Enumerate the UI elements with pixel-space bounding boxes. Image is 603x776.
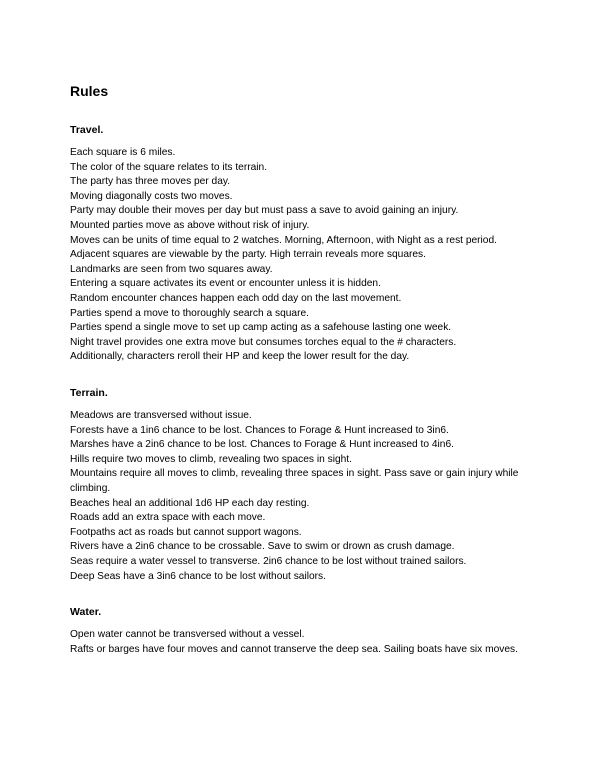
rule-line: Landmarks are seen from two squares away. (70, 263, 273, 275)
rule-line: Open water cannot be transversed without a vessel. (70, 629, 305, 640)
rule-line: Parties spend a single move to set up camp acting as a safehouse lasting one week. (70, 322, 452, 334)
rule-line: Rivers have a 2in6 chance to be crossable. Save to swim or drown as crush damage. (70, 541, 455, 553)
rule-line: Moving diagonally costs two moves. (70, 190, 233, 202)
rule-line: Party may double their moves per day but must pass a save to avoid gaining an injury. (70, 205, 459, 217)
rule-line: Forests have a 1in6 chance to be lost. Chances to Forage & Hunt increased to 3in6. (70, 424, 449, 436)
rule-line: Each square is 6 miles. (70, 147, 176, 158)
rule-line: Seas require a water vessel to transverse. 2in6 chance to be lost without trained sailors. (70, 555, 467, 567)
section-heading-terrain: Terrain. (70, 387, 108, 399)
rule-line: Random encounter chances happen each odd day on the last movement. (70, 292, 402, 304)
section-body-water (70, 628, 540, 657)
rule-line: Deep Seas have a 3in6 chance to be lost without sailors. (70, 570, 326, 582)
rule-line: Night travel provides one extra move but consumes torches equal to the # characters. (70, 336, 457, 348)
rule-line: The party has three moves per day. (70, 176, 231, 188)
rule-line: Roads add an extra space with each move. (70, 512, 266, 524)
rule-line: Rafts or barges have four moves and cannot transerve the deep sea. Sailing boats have six moves. (70, 643, 518, 655)
rule-line: Adjacent squares are viewable by the party. High terrain reveals more squares. (70, 249, 426, 261)
rule-line: Meadows are transversed without issue. (70, 410, 252, 421)
page-title: Rules (70, 83, 109, 99)
rule-line: Mounted parties move as above without risk of injury. (70, 219, 310, 231)
section-body-travel (70, 146, 540, 365)
rule-line: Beaches heal an additional 1d6 HP each day resting. (70, 497, 310, 509)
section-body-terrain (70, 409, 540, 584)
rule-line: Mountains require all moves to climb, revealing three spaces in sight. Pass save or gain injury while climbing. (70, 468, 519, 494)
rule-line: Parties spend a move to thoroughly search a square. (70, 307, 309, 319)
section-heading-water: Water. (70, 606, 102, 618)
rule-line: The color of the square relates to its terrain. (70, 161, 268, 173)
rule-line: Footpaths act as roads but cannot support wagons. (70, 526, 302, 538)
rule-line: Additionally, characters reroll their HP and keep the lower result for the day. (70, 351, 410, 363)
rule-line: Hills require two moves to climb, revealing two spaces in sight. (70, 453, 352, 465)
section-heading-travel: Travel. (70, 124, 104, 136)
rule-line: Marshes have a 2in6 chance to be lost. Chances to Forage & Hunt increased to 4in6. (70, 439, 454, 451)
rule-line: Entering a square activates its event or encounter unless it is hidden. (70, 278, 381, 290)
rule-line: Moves can be units of time equal to 2 watches. Morning, Afternoon, with Night as a rest period. (70, 234, 497, 246)
